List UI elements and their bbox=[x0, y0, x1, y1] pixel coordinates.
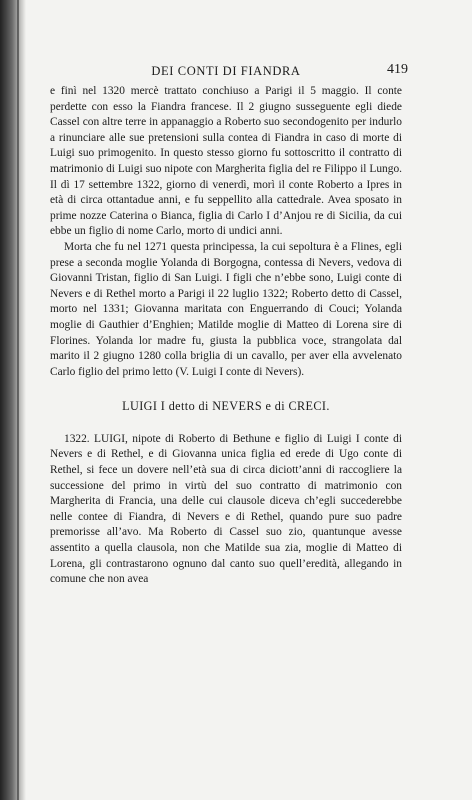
paragraph-luigi: 1322. LUIGI, nipote di Roberto di Bethune e figlio di Luigi I conte di Nevers e di Rethel, e di Giovanna unica figlia ed erede di Ugo conte di Rethel, si fece un dovere nell’età sua di circa diciott’anni di raccogliere la successione del primo in virtù del suo contratto di matrimonio con Margherita di Francia, una delle cui clausole diceva ch’egli succederebbe nelle contee di Fiandra, di Nevers e di Rethel, quando pure suo padre premorisse all’avo. Ma Roberto di Cassel suo zio, quantunque avesse assentito a quella clausola, non che Matilde sua zia, moglie di Matteo di Lorena, gli contrastarono ognuno dal canto suo quell’eredità, allegando in comune che non avea bbox=[50, 432, 402, 586]
body-text bbox=[50, 84, 402, 588]
binding-shadow bbox=[0, 0, 26, 800]
book-page bbox=[50, 62, 408, 588]
gutter-line bbox=[17, 0, 19, 800]
paragraph-continuation: e finì nel 1320 mercè trattato conchiuso a Parigi il 5 maggio. Il conte perdette con esso la Fiandra francese. Il 2 giugno susseguente egli diede Cassel con altre terre in appanaggio a Roberto suo secondogenito per indurlo a rinunciare alle sue pretensioni sulla contea di Fiandra in caso di morte di Luigi suo primogenito. In questo stesso giorno fu sottoscritto il contratto di matrimonio di Luigi suo nipote con Margherita figlia del re Filippo il Lungo. Il dì 17 settembre 1322, giorno di venerdì, morì il conte Roberto a Ipres in età di circa ottantadue anni, e fu seppellito alla cattedrale. Avea sposato in prime nozze Caterina o Bianca, figlia di Carlo I d’Anjou re di Sicilia, da cui ebbe un figlio di nome Carlo, morto di undici anni. bbox=[50, 85, 402, 238]
section-heading: LUIGI I detto di NEVERS e di CRECI. bbox=[122, 399, 330, 414]
page-number: 419 bbox=[387, 62, 408, 77]
paragraph-second-marriage: Morta che fu nel 1271 questa principessa, la cui sepoltura è a Flines, egli prese a seconda moglie Yolanda di Borgogna, contessa di Nevers, vedova di Giovanni Tristan, figlio di San Luigi. I figli che n’ebbe sono, Luigi conte di Nevers e di Rethel morto a Parigi il 22 luglio 1322; Roberto detto di Cassel, morto nel 1331; Giovanna maritata con Enguerrando di Couci; Yolanda moglie di Gauthier d’Enghien; Matilde moglie di Matteo di Lorena sire di Florines. Yolanda lor madre fu, giusta la pubblica voce, strangolata dal marito il 2 giugno 1280 colla briglia di un cavallo, per aver ella avvelenato Carlo figlio del primo letto (V. Luigi I conte di Nevers). bbox=[50, 240, 402, 378]
running-head: DEI CONTI DI FIANDRA bbox=[151, 64, 301, 78]
page-header bbox=[50, 62, 408, 82]
